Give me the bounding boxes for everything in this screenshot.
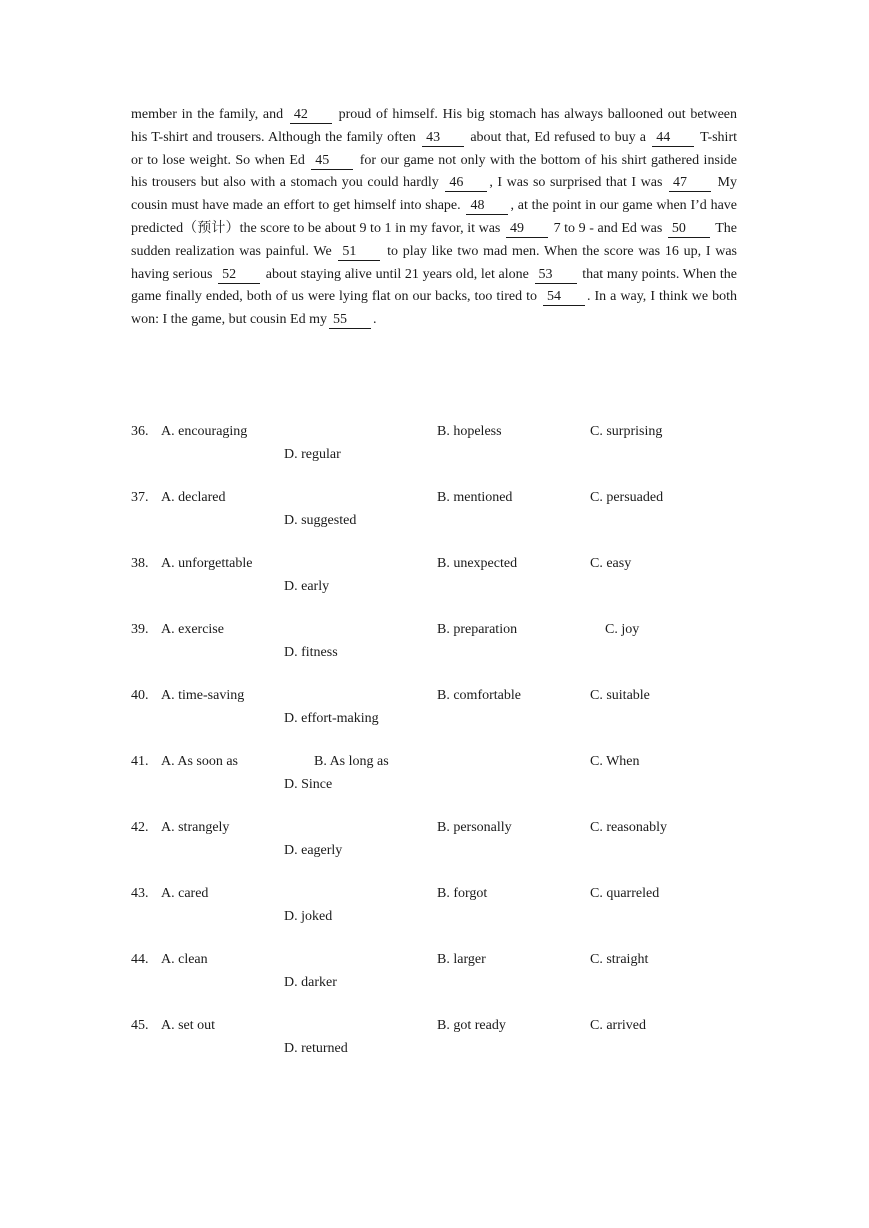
question-38 — [131, 554, 771, 600]
option-d: D. effort-making — [284, 711, 379, 726]
passage-text: proud of himself. His big stomach has always ballooned out between his T-shirt and trousers. Although the family often — [131, 107, 737, 145]
question-40 — [131, 686, 771, 732]
passage-text: member in the family, and — [131, 107, 288, 122]
question-45 — [131, 1016, 771, 1062]
option-c: C. easy — [590, 556, 632, 571]
option-a: A. time-saving — [161, 688, 245, 703]
option-d: D. fitness — [284, 645, 338, 660]
option-a: A. encouraging — [161, 424, 248, 439]
passage-text: 7 to 9 - and Ed was — [549, 220, 666, 236]
blank-45: 45 — [311, 153, 353, 170]
option-c: C. reasonably — [590, 820, 667, 835]
option-b: B. forgot — [437, 886, 488, 901]
option-d: D. regular — [284, 447, 341, 462]
passage-text: My cousin must have made an effort to get himself into shape. — [131, 175, 738, 214]
option-d: D. Since — [284, 777, 333, 792]
question-44 — [131, 950, 771, 996]
option-c: C. persuaded — [590, 490, 664, 505]
question-number: 37. — [131, 490, 149, 505]
question-number: 44. — [131, 952, 149, 967]
option-b: B. hopeless — [437, 424, 502, 439]
option-c: C. When — [590, 754, 640, 769]
option-c: C. suitable — [590, 688, 650, 703]
question-number: 39. — [131, 622, 149, 637]
passage-text: , I was so surprised that I was — [489, 175, 667, 191]
option-c: C. straight — [590, 952, 649, 967]
blank-52: 52 — [218, 267, 260, 284]
option-d: D. eagerly — [284, 843, 343, 858]
passage-text: about that, Ed refused to buy a — [466, 129, 651, 145]
blank-50: 50 — [668, 221, 710, 238]
blank-43: 43 — [422, 130, 464, 147]
question-37 — [131, 488, 771, 534]
option-a: A. declared — [161, 490, 226, 505]
option-a: A. strangely — [161, 820, 230, 835]
option-a: A. cared — [161, 886, 209, 901]
blank-51: 51 — [338, 244, 380, 261]
question-43 — [131, 884, 771, 930]
option-d: D. suggested — [284, 513, 357, 528]
option-b: B. As long as — [314, 754, 389, 769]
option-a: A. exercise — [161, 622, 224, 637]
blank-48: 48 — [466, 198, 508, 215]
question-41 — [131, 752, 771, 798]
blank-49: 49 — [506, 221, 548, 238]
option-d: D. early — [284, 579, 330, 594]
question-number: 42. — [131, 820, 149, 835]
option-d: D. joked — [284, 909, 333, 924]
question-number: 45. — [131, 1018, 149, 1033]
question-number: 36. — [131, 424, 149, 439]
passage-text: that many points. When the game finally ended, both of us were lying flat on our backs, too tired to — [131, 266, 738, 305]
passage-text: . — [372, 312, 377, 328]
blank-44: 44 — [652, 130, 694, 147]
blank-55: 55 — [329, 312, 371, 329]
option-a: A. As soon as — [161, 754, 239, 769]
question-42 — [131, 818, 771, 864]
passage-text: to play like two mad men. When the score was 16 up, I was having serious — [131, 243, 737, 282]
option-a: A. set out — [161, 1018, 216, 1033]
blank-46: 46 — [445, 175, 487, 192]
option-b: B. got ready — [437, 1018, 506, 1033]
option-d: D. returned — [284, 1041, 348, 1056]
option-b: B. preparation — [437, 622, 518, 637]
question-number: 43. — [131, 886, 149, 901]
option-b: B. larger — [437, 952, 486, 967]
option-c: C. arrived — [590, 1018, 646, 1033]
question-number: 38. — [131, 556, 149, 571]
option-d: D. darker — [284, 975, 337, 990]
question-number: 41. — [131, 754, 149, 769]
question-36 — [131, 422, 771, 468]
question-39 — [131, 620, 771, 666]
passage-text: The sudden realization was painful. We — [131, 220, 737, 259]
option-b: B. unexpected — [437, 556, 518, 571]
blank-42: 42 — [290, 107, 332, 124]
option-c: C. surprising — [590, 424, 663, 439]
blank-54: 54 — [543, 289, 585, 306]
option-c: C. quarreled — [590, 886, 660, 901]
passage-text: , at the point in our game when I’d have predicted（预计）the score to be about 9 to 1 in my favor, it was — [131, 198, 737, 236]
option-b: B. comfortable — [437, 688, 521, 703]
option-a: A. clean — [161, 952, 208, 967]
passage-text: . In a way, I think we both won: I the game, but cousin Ed my — [131, 289, 737, 328]
blank-47: 47 — [669, 175, 711, 192]
passage-text: T-shirt or to lose weight. So when Ed — [131, 129, 737, 168]
cloze-passage — [131, 104, 737, 332]
option-b: B. mentioned — [437, 490, 513, 505]
option-a: A. unforgettable — [161, 556, 253, 571]
option-c: C. joy — [605, 622, 640, 637]
passage-text: about staying alive until 21 years old, let alone — [262, 266, 533, 282]
blank-53: 53 — [535, 267, 577, 284]
passage-text: for our game not only with the bottom of his shirt gathered inside his trousers but also with a stomach you could hardly — [131, 152, 737, 191]
question-number: 40. — [131, 688, 149, 703]
option-b: B. personally — [437, 820, 512, 835]
